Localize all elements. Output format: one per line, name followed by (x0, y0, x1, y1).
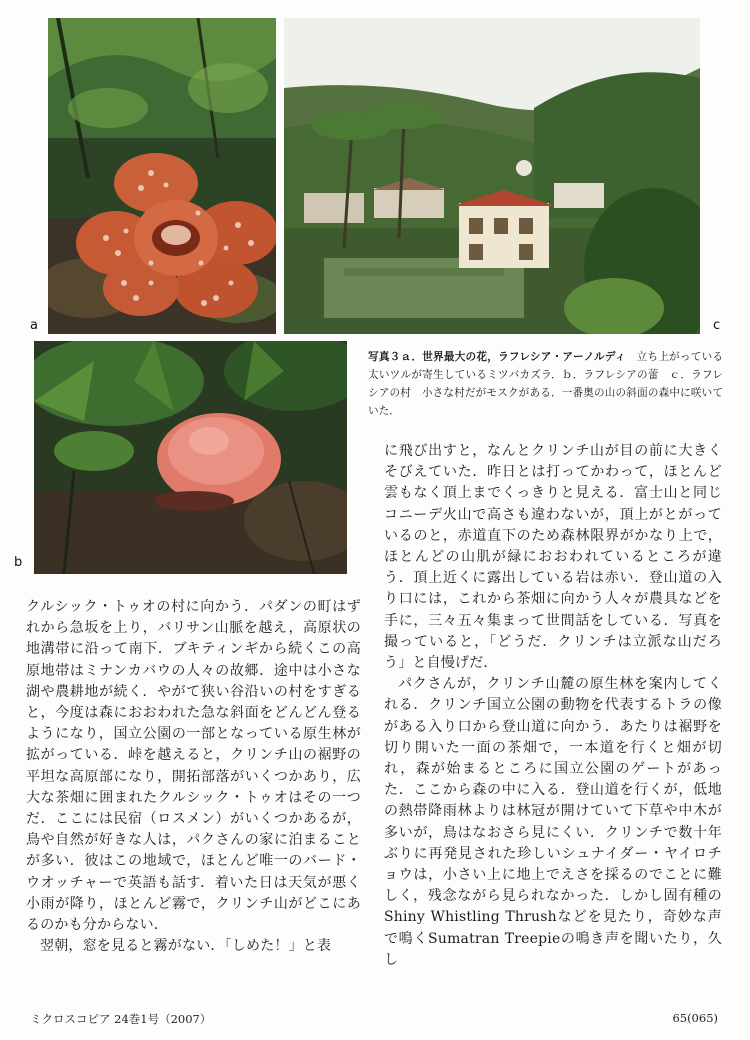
photo-c-label: c (713, 318, 721, 333)
photo-b-label: b (14, 555, 23, 570)
right-paragraph-2: パクさんが，クリンチ山麓の原生林を案内してくれる．クリンチ国立公園の動物を代表するトラの像がある入り口から登山道に向かう．あたりは裾野を切り開いた一面の茶畑で，一本道を行くと畑が切れ，森が始まるところに国立公園のゲートがあった．ここから森の中に入る．登山道を行くが，低地の熱帯降雨林よりは林冠が開けていて下草や中木が多いが，鳥はなおさら見にくい．クリンチで数十年ぶりに再発見された珍しいシュナイダー・ヤイロチョウは，小さい上に地上でえさを採るのでことに難しく，残念ながら見られなかった．しかし固有種のShiny Whistling Thrushなどを見たり，奇妙な声で鳴くSumatran Treepieの鳴き声を聞いたり，久し (384, 676, 722, 968)
left-paragraph-2: 翌朝，窓を見ると霧がない．「しめた！」と表 (40, 938, 332, 955)
footer-page-number: 65(065) (672, 1011, 718, 1025)
right-paragraph-1: に飛び出すと，なんとクリンチ山が目の前に大きくそびえていた．昨日とは打ってかわって，ほとんど雲もなく頂上までくっきりと見える．富士山と同じコニーデ火山で高さも違わないが，頂上がとがっているのと，赤道直下のため森林限界がかなり上で，ほとんどの山肌が緑におおわれているところが違う．頂上近くに露出している岩は赤い．登山道の入り口には，これから茶畑に向かう人々が農具などを手に，三々五々集まって世間話をしている．写真を撮っていると，「どうだ．クリンチは立派な山だろう」と自慢げだ． (384, 443, 722, 672)
left-paragraph-1: クルシック・トゥオの村に向かう．パダンの町はずれから急坂を上り，バリサン山脈を越え，高原状の地溝帯に沿って南下．ブキティンギから続くこの高原地帯はミナンカバウの人々の故郷．途中は小さな湖や農耕地が続く．やがて狭い谷沿いの村をすぎると，今度は森におおわれた急な斜面をどんどん登るようになり，国立公園の一部となっている原生林が拡がっている．峠を越えると，クリンチ山の裾野の平坦な高原部になり，開拓部落がいくつかあり，広大な茶畑に囲まれたクルシック・トゥオはその一つだ．ここには民宿（ロスメン）がいくつかあるが，鳥や自然が好きな人は，パクさんの家に泊まることが多い．彼はこの地域で，ほとんど唯一のバード・ウオッチャーで英語も話す．着いた日は天気が悪く小雨が降り，ほとんど霧で，クリンチ山がどこにあるのかも分からない． (26, 599, 361, 934)
caption-body: 立ち上がっている太いツルが寄生しているミツバカズラ．ｂ．ラフレシアの蕾 ｃ．ラフレシアの村 小さな村だがモスクがある．一番奥の山の斜面の森中に咲いていた． (368, 351, 724, 417)
photo-caption (368, 348, 723, 420)
photo-b-rafflesia-bud (34, 341, 347, 574)
text-column-left (26, 597, 361, 957)
caption-heading: 写真３ａ．世界最大の花，ラフレシア・アーノルディ (368, 351, 626, 363)
footer-journal: ミクロスコピア 24巻1号（2007） (30, 1012, 212, 1026)
photo-c-rafflesia-village (284, 18, 700, 334)
photo-a-label: a (30, 318, 38, 333)
photo-a-rafflesia-flower (48, 18, 276, 334)
text-column-right (384, 441, 722, 971)
